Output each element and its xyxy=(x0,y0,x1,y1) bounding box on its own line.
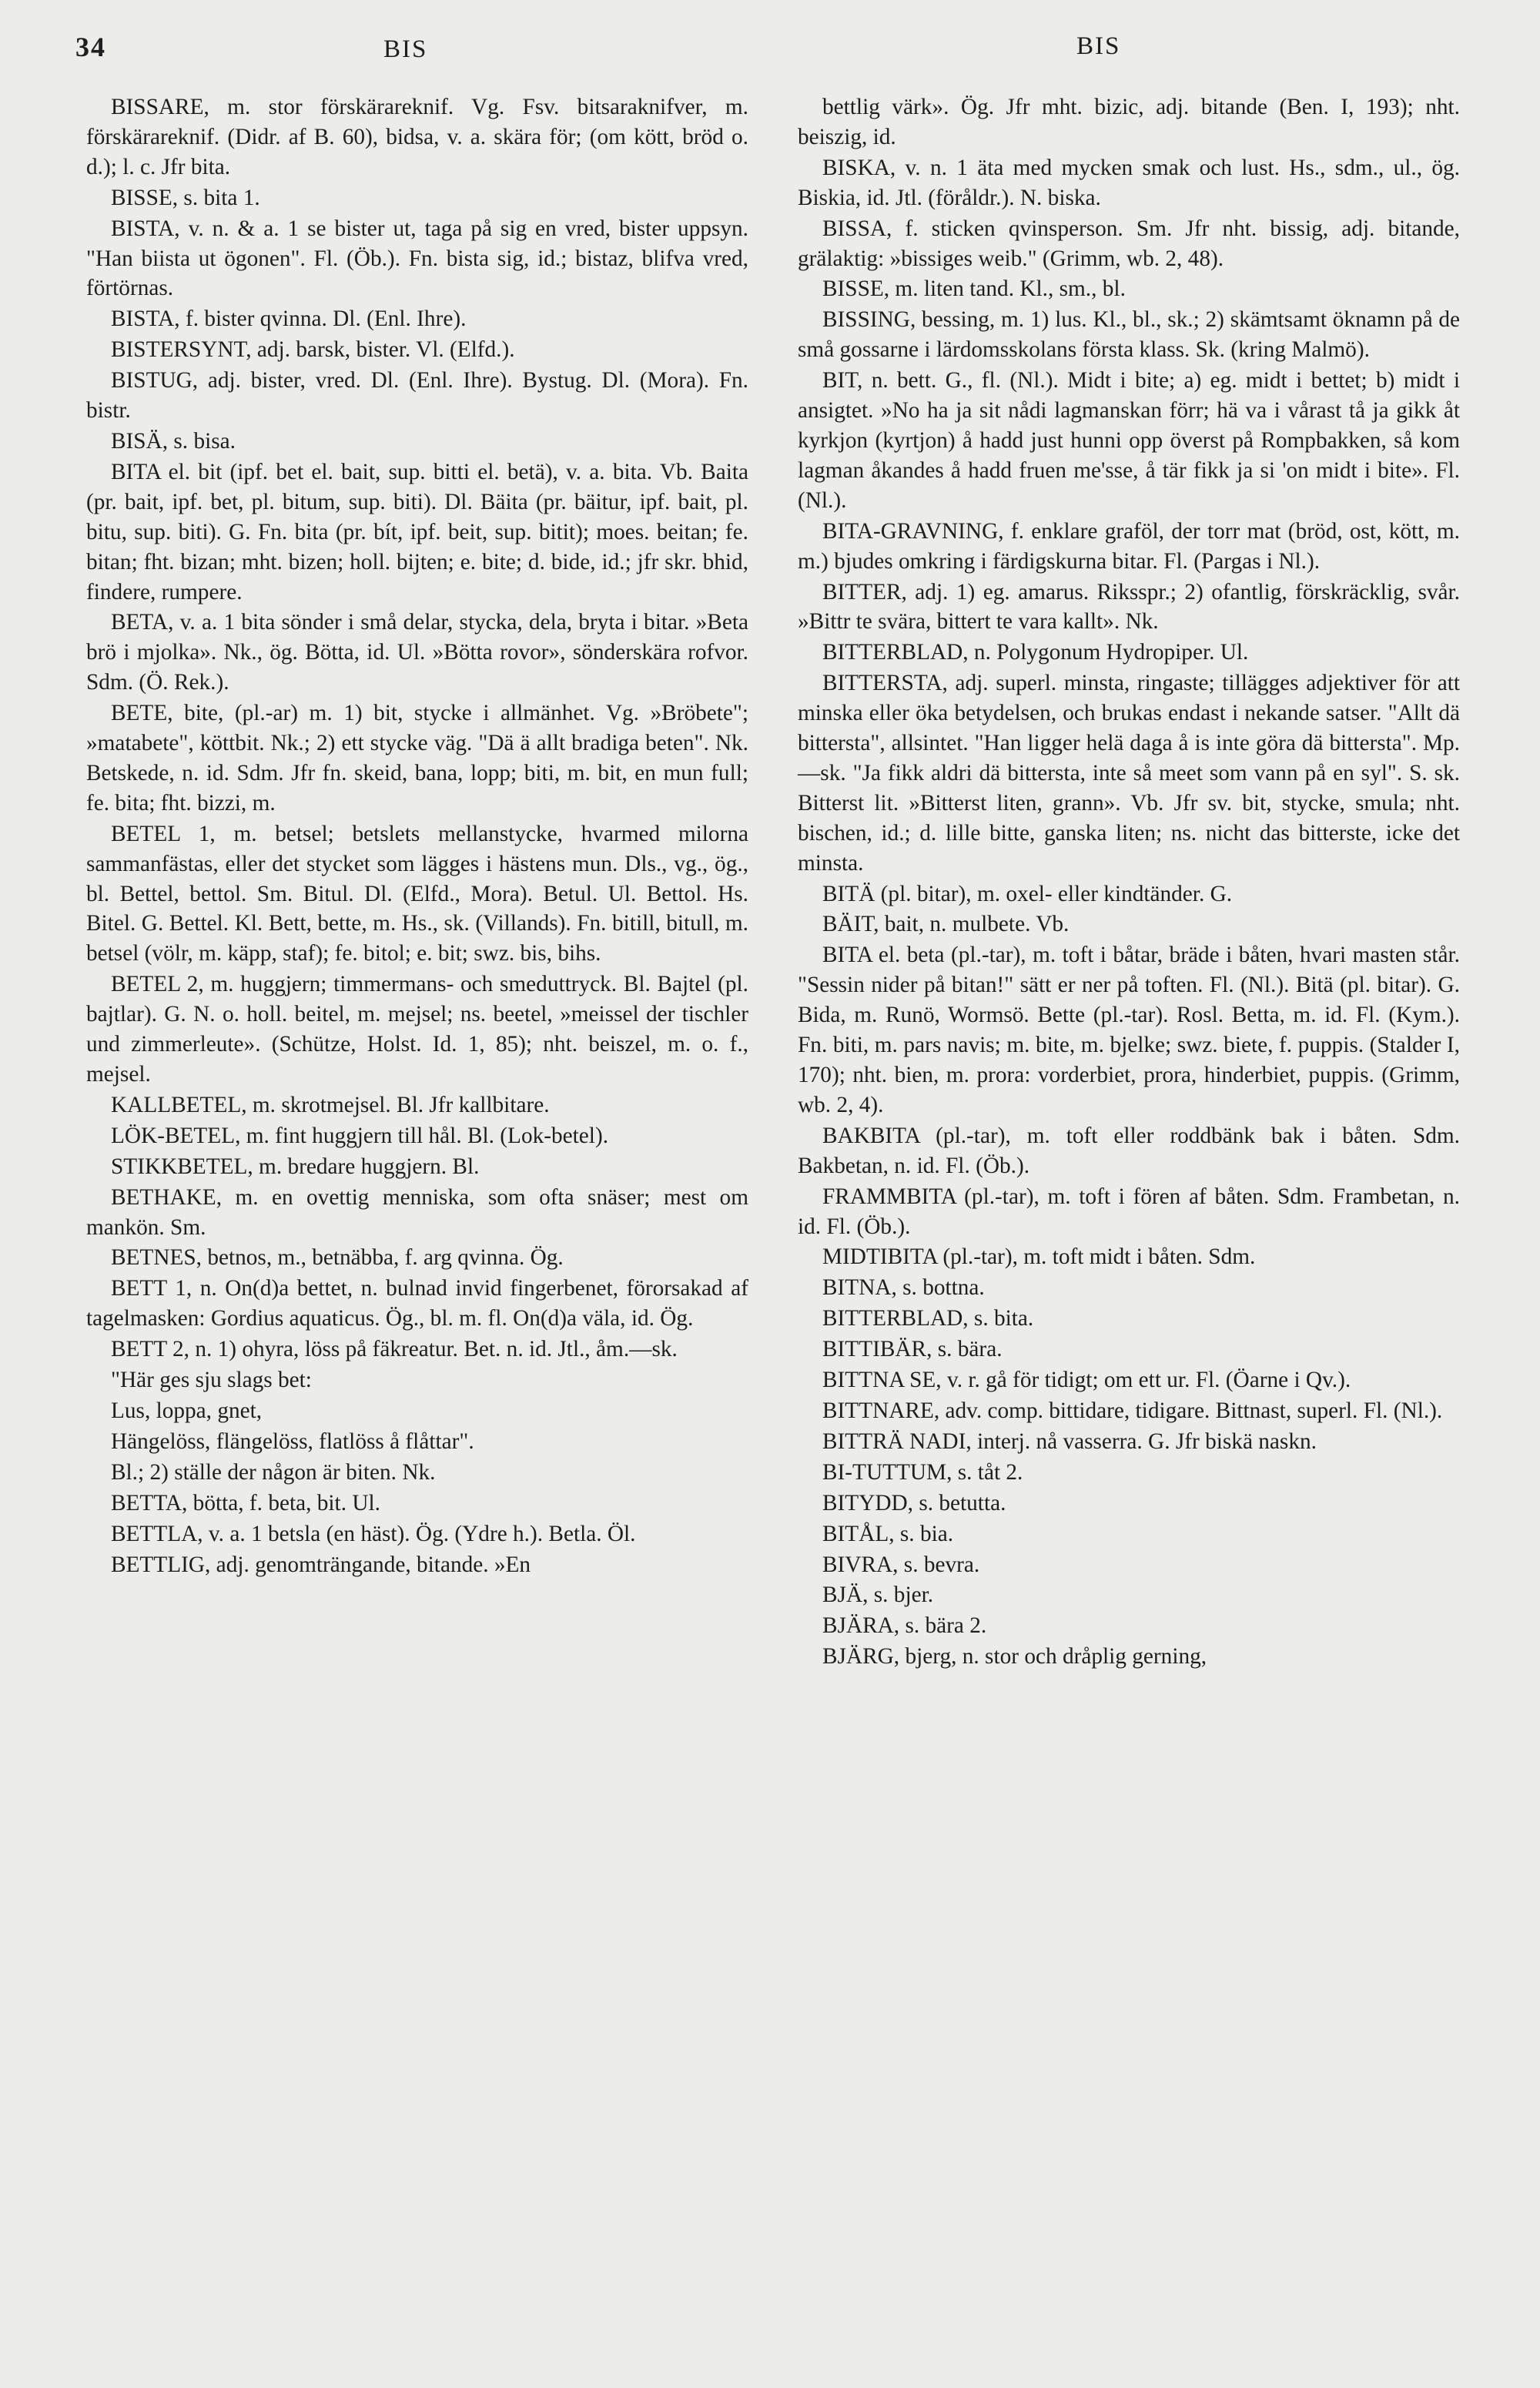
dictionary-entry: Lus, loppa, gnet, xyxy=(111,1398,263,1423)
dictionary-entry: BISTUG, adj. bister, vred. Dl. (Enl. Ihre). Bystug. Dl. (Mora). Fn. bistr. xyxy=(86,368,748,424)
dictionary-entry: BETEL 2, m. huggjern; timmermans- och smeduttryck. Bl. Bajtel (pl. bajtlar). G. N. o. holl. beitel, m. mejsel; ns. beetel, »meissel der tischler und zimmerleute». (Schütze, Holst. Id. 1, 85); nht. beiszel, m. o. f., mejsel. xyxy=(86,972,748,1087)
dictionary-entry: KALLBETEL, m. skrotmejsel. Bl. Jfr kallbitare. xyxy=(111,1092,550,1117)
dictionary-entry: BJÄ, s. bjer. xyxy=(822,1583,934,1608)
dictionary-entry: BITTERBLAD, n. Polygonum Hydropiper. Ul. xyxy=(822,640,1249,665)
dictionary-entry: Bl.; 2) ställe der någon är biten. Nk. xyxy=(111,1459,436,1485)
dictionary-entry: BETE, bite, (pl.-ar) m. 1) bit, stycke i allmänhet. Vg. »Bröbete"; »matabete", köttbit. Nk.; 2) ett stycke väg. "Dä ä allt bradiga beten". Nk. Betskede, n. id. Sdm. Jfr fn. skeid, bana, lopp; biti, m. bit, en mun full; fe. bita; fht. bizzi, m. xyxy=(86,701,748,816)
dictionary-entry: BISKA, v. n. 1 äta med mycken smak och lust. Hs., sdm., ul., ög. Biskia, id. Jtl. (föråldr.). N. biska. xyxy=(798,155,1460,210)
dictionary-entry: BISSA, f. sticken qvinsperson. Sm. Jfr nht. bissig, adj. bitande, grälaktig: »bissiges weib." (Grimm, wb. 2, 48). xyxy=(798,216,1460,271)
dictionary-entry: MIDTIBITA (pl.-tar), m. toft midt i båten. Sdm. xyxy=(822,1244,1256,1270)
page-header xyxy=(75,31,1494,77)
dictionary-entry: BITA-GRAVNING, f. enklare graföl, der torr mat (bröd, ost, kött, m. m.) bjudes omkring i färdigskurna bitar. Fl. (Pargas i Nl.). xyxy=(798,518,1460,574)
dictionary-entry: BITTNARE, adv. comp. bittidare, tidigare. Bittnast, superl. Fl. (Nl.). xyxy=(822,1398,1443,1423)
dictionary-entry: BÄIT, bait, n. mulbete. Vb. xyxy=(822,912,1070,937)
dictionary-entry: BITTNA SE, v. r. gå för tidigt; om ett ur. Fl. (Öarne i Qv.). xyxy=(822,1368,1351,1393)
dictionary-entry: BITTERSTA, adj. superl. minsta, ringaste; tillägges adjektiver för att minska eller öka betydelsen, och brukas endast i nekande satser. "Allt dä bittersta", allsintet. "Han ligger helä daga å is inte göra dä bittersta". Mp.—sk. "Ja fikk aldri dä bittersta, inte så meet som vann på en syl". S. sk. Bitterst lit. »Bitterst liten, grann». Vb. Jfr sv. bit, stycke, smula; nht. bischen, id.; d. lille bitte, ganska liten; ns. nicht das bitterste, icke det minsta. xyxy=(798,671,1460,876)
dictionary-entry: BITNA, s. bottna. xyxy=(822,1275,985,1301)
dictionary-entry: BISTA, f. bister qvinna. Dl. (Enl. Ihre). xyxy=(111,306,467,332)
dictionary-entry: BETNES, betnos, m., betnäbba, f. arg qvinna. Ög. xyxy=(111,1245,564,1271)
dictionary-entry: BISSARE, m. stor förskärareknif. Vg. Fsv. bitsaraknifver, m. förskärareknif. (Didr. af B. 60), bidsa, v. a. skära för; (om kött, bröd o. d.); l. c. Jfr bita. xyxy=(86,95,748,179)
dictionary-entry: BETHAKE, m. en ovettig menniska, som ofta snäser; mest om mankön. Sm. xyxy=(86,1184,748,1240)
running-head-left: BIS xyxy=(383,35,428,63)
page-number: 34 xyxy=(75,32,106,62)
dictionary-entry: BETEL 1, m. betsel; betslets mellanstycke, hvarmed milorna sammanfästas, eller det stycket som lägges i hästens mun. Dls., vg., ög., bl. Bettel, bettol. Sm. Bitul. Dl. (Elfd., Mora). Betul. Ul. Bettol. Hs. Bitel. G. Bettel. Kl. Bett, bette, m. Hs., sk. (Villands). Fn. bitill, bitull, m. betsel (völr, m. käpp, staf); fe. bitol; e. bit; swz. bis, bihs. xyxy=(86,821,748,966)
running-head-right: BIS xyxy=(1076,32,1121,60)
dictionary-entry: BJÄRG, bjerg, n. stor och dråplig gerning, xyxy=(822,1644,1207,1670)
dictionary-entry: BIT, n. bett. G., fl. (Nl.). Midt i bite; a) eg. midt i bettet; b) midt i ansigtet. »No ha ja sit nådi lagmanskan förr; hä va i vårast tå ja gikk åt kyrkjon (kyrtjon) å hadd just hunni opp överst på Rompbakken, så kom lagman åkandes å hadd fruen me'sse, å tär fikk ja si 'on midt i bite». Fl. (Nl.). xyxy=(798,368,1460,513)
dictionary-entry: BISSING, bessing, m. 1) lus. Kl., bl., sk.; 2) skämtsamt öknamn på de små gossarne i lärdomsskolans första klass. Sk. (kring Malmö). xyxy=(798,307,1460,363)
dictionary-entry: BISTERSYNT, adj. barsk, bister. Vl. (Elfd.). xyxy=(111,337,515,363)
dictionary-entry: BITA el. beta (pl.-tar), m. toft i båtar, bräde i båten, hvari masten står. "Sessin nider på bitan!" sätt er ner på toften. Fl. (Nl.). Bitä (pl. bitar). G. Bida, m. Runö, Wormsö. Bette (pl.-tar). Rosl. Betta, m. id. Fl. (Kym.). Fn. biti, m. pars navis; m. bite, m. bjelke; swz. biete, f. puppis. (Stalder I, 170); nht. bien, m. prora: vorderbiet, prora, hinderbiet, puppis. (Grimm, wb. 2, 4). xyxy=(798,943,1460,1117)
dictionary-entry: FRAMMBITA (pl.-tar), m. toft i fören af båten. Sdm. Frambetan, n. id. Fl. (Öb.). xyxy=(798,1184,1460,1239)
dictionary-entry: BETTLA, v. a. 1 betsla (en häst). Ög. (Ydre h.). Betla. Öl. xyxy=(111,1521,636,1546)
dictionary-entry: LÖK-BETEL, m. fint huggjern till hål. Bl. (Lok-betel). xyxy=(111,1123,609,1148)
dictionary-entry: BJÄRA, s. bära 2. xyxy=(822,1613,987,1639)
dictionary-entry: BITTERBLAD, s. bita. xyxy=(822,1306,1034,1331)
dictionary-entry: BETA, v. a. 1 bita sönder i små delar, stycka, dela, bryta i bitar. »Beta brö i mjolka». Nk., ög. Bötta, id. Ul. »Bötta rovor», sönderskära rofvor. Sdm. (Ö. Rek.). xyxy=(86,610,748,695)
dictionary-entry: BITTER, adj. 1) eg. amarus. Riksspr.; 2) ofantlig, förskräcklig, svår. »Bittr te svära, bittert te vara kallt». Nk. xyxy=(798,579,1460,635)
dictionary-entry: BETTLIG, adj. genomträngande, bitande. »En xyxy=(111,1552,531,1577)
dictionary-entry: BETT 2, n. 1) ohyra, löss på fäkreatur. Bet. n. id. Jtl., åm.—sk. xyxy=(111,1337,678,1362)
dictionary-entry: BISTA, v. n. & a. 1 se bister ut, taga på sig en vred, bister uppsyn. "Han biista ut ögonen". Fl. (Öb.). Fn. bista sig, id.; bistaz, blifva vred, förtörnas. xyxy=(86,216,748,301)
dictionary-entry: Hängelöss, flängelöss, flatlöss å flåttar". xyxy=(111,1428,474,1454)
dictionary-entry: BITTRÄ NADI, interj. nå vasserra. G. Jfr biskä naskn. xyxy=(822,1428,1317,1454)
dictionary-entry: STIKKBETEL, m. bredare huggjern. Bl. xyxy=(111,1154,480,1179)
dictionary-entry: BITA el. bit (ipf. bet el. bait, sup. bitti el. betä), v. a. bita. Vb. Baita (pr. bait, ipf. bet, pl. bitum, sup. biti). Dl. Bäita (pr. bäitur, ipf. bait, pl. bitu, sup. biti). G. Fn. bita (pr. bít, ipf. beit, sup. bitit); moes. beitan; fe. bitan; fht. bizan; mht. bizen; holl. bijten; e. bite; d. bide, id.; jfr skr. bhid, findere, rumpere. xyxy=(86,459,748,605)
dictionary-entry: BITÄ (pl. bitar), m. oxel- eller kindtänder. G. xyxy=(822,881,1233,906)
dictionary-entry: BISSE, s. bita 1. xyxy=(111,185,260,210)
dictionary-entry: BITYDD, s. betutta. xyxy=(822,1490,1006,1516)
left-column xyxy=(86,92,748,1580)
dictionary-entry: BISÄ, s. bisa. xyxy=(111,428,236,454)
dictionary-entry: "Här ges sju slags bet: xyxy=(111,1368,312,1393)
dictionary-entry: BITÅL, s. bia. xyxy=(822,1521,954,1546)
dictionary-entry: BISSE, m. liten tand. Kl., sm., bl. xyxy=(822,276,1126,302)
dictionary-entry: BI-TUTTUM, s. tåt 2. xyxy=(822,1459,1023,1485)
dictionary-entry: BETT 1, n. On(d)a bettet, n. bulnad invid fingerbenet, förorsakad af tagelmasken: Gordius aquaticus. Ög., bl. m. fl. On(d)a väla, id. Ög. xyxy=(86,1276,748,1331)
right-column xyxy=(798,92,1460,1673)
dictionary-entry: bettlig värk». Ög. Jfr mht. bizic, adj. bitande (Ben. I, 193); nht. beiszig, id. xyxy=(798,95,1460,149)
dictionary-entry: BITTIBÄR, s. bära. xyxy=(822,1337,1003,1362)
dictionary-entry: BETTA, bötta, f. beta, bit. Ul. xyxy=(111,1490,380,1516)
dictionary-entry: BAKBITA (pl.-tar), m. toft eller roddbänk bak i båten. Sdm. Bakbetan, n. id. Fl. (Öb.). xyxy=(798,1123,1460,1178)
dictionary-entry: BIVRA, s. bevra. xyxy=(822,1552,980,1577)
